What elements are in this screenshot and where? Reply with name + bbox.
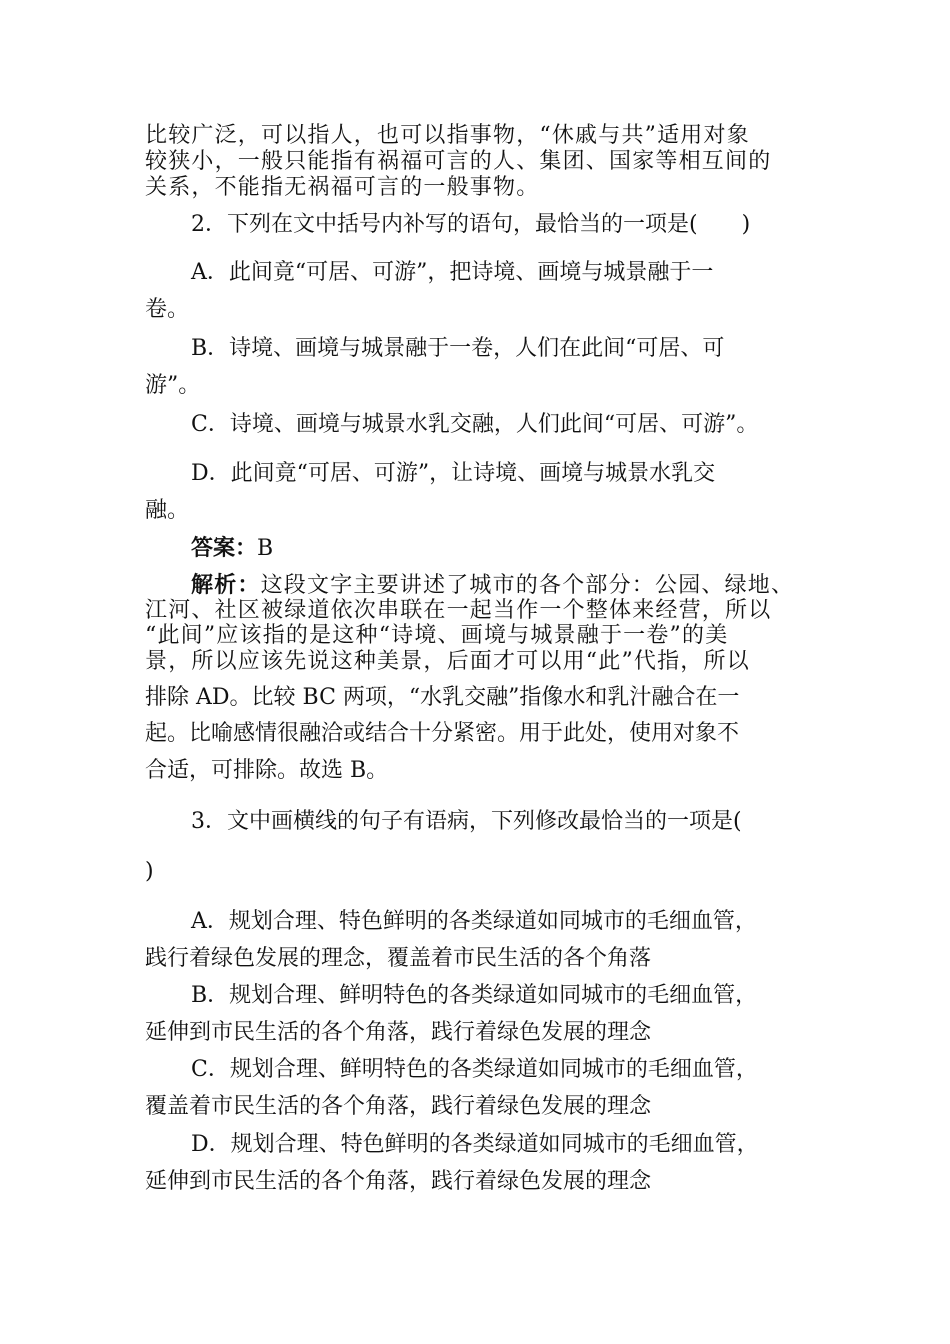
intro-line: 比较广泛，可以指人，也可以指事物，“休戚与共”适用对象 [145,123,750,148]
analysis-line: 排除 AD。比较 BC 两项，“水乳交融”指像水和乳汁融合在一 [145,685,740,710]
analysis-line: “此间”应该指的是这种“诗境、画境与城景融于一卷”的美 [145,623,729,648]
analysis-line: 景，所以应该先说这种美景，后面才可以用“此”代指，所以 [145,649,750,674]
analysis-label: 解析： [191,572,261,598]
q2-option-c: C．诗境、画境与城景水乳交融，人们此间“可居、可游”。 [191,412,759,437]
analysis-line: 这段文字主要讲述了城市的各个部分：公园、绿地、 [260,573,795,598]
q3-option-b-cont: 延伸到市民生活的各个角落，践行着绿色发展的理念 [145,1020,652,1045]
answer-value: B [257,536,274,561]
question-2-stem: 2．下列在文中括号内补写的语句，最恰当的一项是( ) [191,212,751,237]
q3-option-a-cont: 践行着绿色发展的理念，覆盖着市民生活的各个角落 [145,946,652,971]
question-3-stem-cont: ) [145,859,154,884]
q3-option-d-cont: 延伸到市民生活的各个角落，践行着绿色发展的理念 [145,1169,652,1194]
q2-option-d-cont: 融。 [145,498,190,523]
q2-option-a-cont: 卷。 [145,297,190,322]
q2-option-b: B．诗境、画境与城景融于一卷，人们在此间“可居、可 [191,336,725,361]
q2-answer [191,534,273,563]
q2-option-d: D．此间竟“可居、可游”，让诗境、画境与城景水乳交 [191,461,716,486]
analysis-line: 江河、社区被绿道依次串联在一起当作一个整体来经营，所以 [145,598,772,623]
q3-option-c-cont: 覆盖着市民生活的各个角落，践行着绿色发展的理念 [145,1094,652,1119]
answer-label: 答案： [191,535,258,561]
intro-line: 关系，不能指无祸福可言的一般事物。 [145,175,540,200]
q3-option-c: C．规划合理、鲜明特色的各类绿道如同城市的毛细血管， [191,1057,758,1082]
analysis-line: 起。比喻感情很融洽或结合十分紧密。用于此处，使用对象不 [145,721,740,746]
q2-analysis [191,571,794,600]
q3-option-a: A．规划合理、特色鲜明的各类绿道如同城市的毛细血管， [191,909,757,934]
q2-option-a: A．此间竟“可居、可游”，把诗境、画境与城景融于一 [191,260,714,285]
question-3-stem: 3．文中画横线的句子有语病，下列修改最恰当的一项是( [191,809,742,834]
analysis-line: 合适，可排除。故选 B。 [145,758,389,783]
intro-line: 较狭小，一般只能指有祸福可言的人、集团、国家等相互间的 [145,149,772,174]
q2-option-b-cont: 游”。 [145,373,201,398]
q3-option-b: B．规划合理、鲜明特色的各类绿道如同城市的毛细血管， [191,983,758,1008]
q3-option-d: D．规划合理、特色鲜明的各类绿道如同城市的毛细血管， [191,1132,759,1157]
